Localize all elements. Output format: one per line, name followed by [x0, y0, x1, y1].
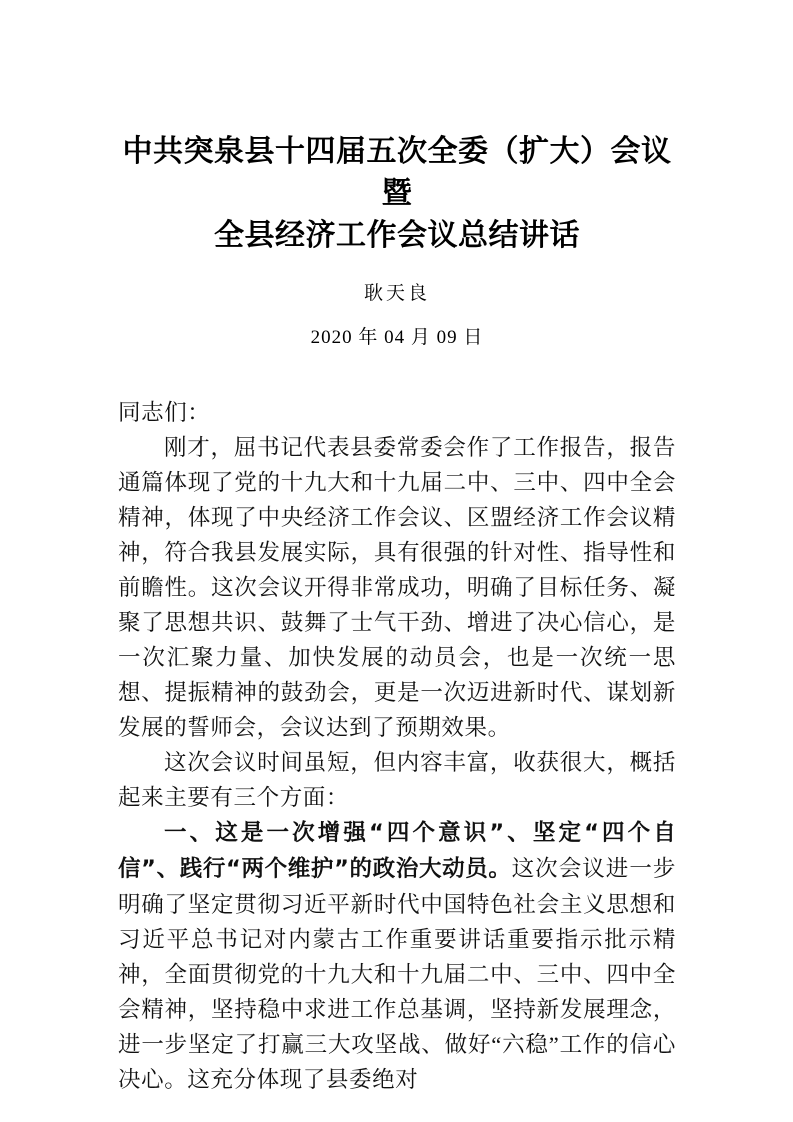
- title-line-2: 全县经济工作会议总结讲话: [214, 218, 580, 253]
- paragraph-1: 刚才，屈书记代表县委常委会作了工作报告，报告通篇体现了党的十九大和十九届二中、三中、四中全会精神，体现了中央经济工作会议、区盟经济工作会议精神，符合我县发展实际，具有很强的针对性、指导性和前瞻性。这次会议开得非常成功，明确了目标任务、凝聚了思想共识、鼓舞了士气干劲、增进了决心信心，是一次汇聚力量、加快发展的动员会，也是一次统一思想、提振精神的鼓劲会，更是一次迈进新时代、谋划新发展的誓师会，会议达到了预期效果。: [118, 435, 676, 740]
- section-1-paragraph: [118, 815, 676, 1097]
- paragraph-2: 这次会议时间虽短，但内容丰富，收获很大，概括起来主要有三个方面：: [118, 750, 676, 810]
- page-title: [118, 0, 676, 257]
- document-content: [118, 0, 676, 1097]
- document-body: [118, 353, 676, 1097]
- salutation: 同志们：: [118, 400, 211, 425]
- section-1-body: 这次会议进一步明确了坚定贯彻习近平新时代中国特色社会主义思想和习近平总书记对内蒙古工作重要讲话重要指示批示精神，全面贯彻党的十九大和十九届二中、三中、四中全会精神，坚持稳中求进工作总基调，坚持新发展理念，进一步坚定了打赢三大攻坚战、做好“六稳”工作的信心决心。这充分体现了县委绝对: [118, 856, 677, 1092]
- author-name: 耿天良: [363, 283, 430, 304]
- section-1-heading: 一、这是一次增强“四个意识”、坚定“四个自信”、践行“两个维护”的政治大动员。: [118, 820, 676, 882]
- title-line-1: 中共突泉县十四届五次全委（扩大）会议暨: [122, 134, 672, 211]
- document-date: 2020 年 04 月 09 日: [310, 327, 484, 348]
